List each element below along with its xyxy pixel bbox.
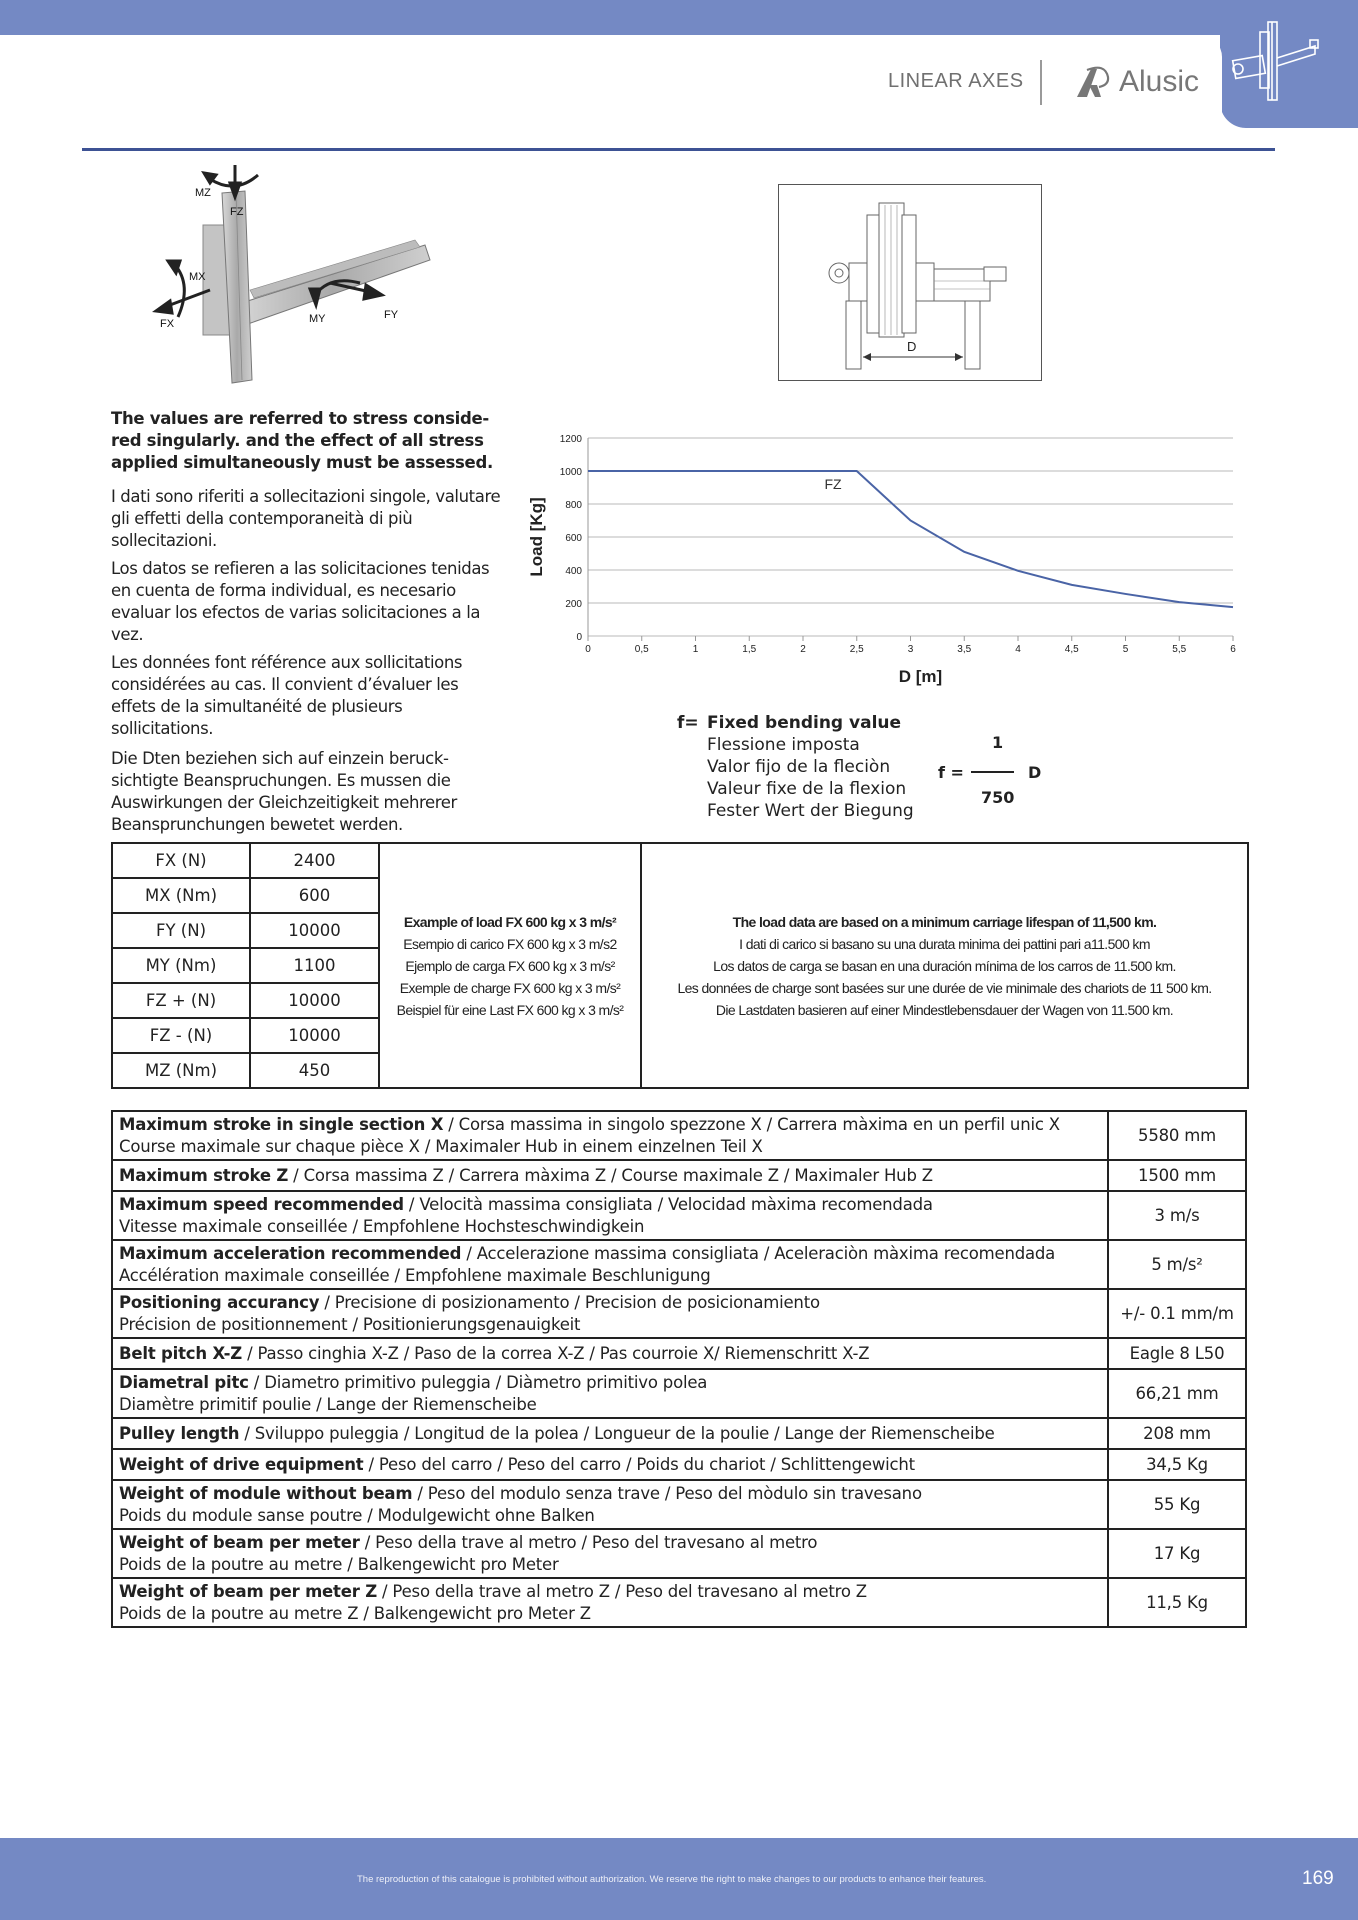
table-row (112, 1240, 1246, 1289)
label-fz: FZ (230, 206, 244, 218)
spec-description (112, 1529, 1108, 1578)
spec-title: Pulley length (119, 1423, 240, 1443)
load-label: FY (N) (112, 913, 250, 948)
copyright-note: The reproduction of this catalogue is prohibited without authorization. We reserve the right to make changes to our products to enhance their features. (357, 1874, 987, 1885)
intro-es: Los datos se refieren a las solicitaciones tenidas en cuenta de forma individual, es necesario evaluar los efectos de varias solicitaciones a la vez. (111, 559, 490, 644)
spec-title: Maximum acceleration recommended (119, 1243, 462, 1263)
footer-band (0, 1838, 1358, 1920)
y-tick-label: 0 (576, 632, 582, 643)
load-example-cell (379, 843, 641, 1088)
formula-numerator: 1 (992, 733, 1004, 752)
series-annotation: FZ (824, 476, 842, 493)
label-fy: FY (384, 309, 399, 321)
brand-name: Alusic (1119, 65, 1200, 98)
example-line: Ejemplo de carga FX 600 kg x 3 m/s² (405, 957, 615, 974)
x-tick-label: 4 (1015, 644, 1021, 655)
spec-translations-line2: Vitesse maximale conseillée / Empfohlene Hochsteschwindigkein (119, 1216, 645, 1236)
spec-value: 5580 mm (1108, 1111, 1246, 1160)
x-tick-label: 5 (1122, 644, 1129, 655)
lifespan-line: I dati di carico si basano su una durata minima dei pattini pari a11.500 km (739, 935, 1150, 952)
table-row (112, 1338, 1246, 1369)
table-row (112, 1111, 1246, 1160)
page-number: 169 (1302, 1868, 1334, 1889)
load-label: MZ (Nm) (112, 1053, 250, 1088)
spec-translations: / Peso del carro / Peso del carro / Poids du chariot / Schlittengewicht (363, 1454, 915, 1474)
spec-value: 66,21 mm (1108, 1369, 1246, 1418)
table-row (112, 843, 1248, 878)
load-value: 1100 (250, 948, 379, 983)
spec-description (112, 1480, 1108, 1529)
label-my: MY (309, 313, 326, 325)
y-tick-label: 800 (565, 500, 582, 511)
spec-description (112, 1578, 1108, 1627)
spec-value: 5 m/s² (1108, 1240, 1246, 1289)
table-row (112, 1418, 1246, 1449)
header-rule (82, 148, 1275, 151)
spec-value: 55 Kg (1108, 1480, 1246, 1529)
x-tick-label: 1,5 (742, 644, 757, 655)
spec-translations: / Corsa massima in singolo spezzone X / Carrera màxima en un perfil unic X (443, 1114, 1060, 1134)
spec-translations: / Velocità massima consigliata / Velocidad màxima recomendada (403, 1194, 933, 1214)
y-tick-label: 600 (565, 533, 582, 544)
lifespan-cell (641, 843, 1248, 1088)
table-row (112, 1289, 1246, 1338)
lifespan-line: Les données de charge sont basées sur une durée de vie minimale des chariots de 11 500 km. (677, 979, 1212, 996)
legend-symbol: f= (677, 713, 699, 733)
intro-it: I dati sono riferiti a sollecitazioni singole, valutare gli effetti della contemporaneità di più sollecitazioni. (111, 487, 501, 550)
x-tick-label: 3,5 (957, 644, 972, 655)
x-tick-label: 3 (907, 644, 914, 655)
spec-translations-line2: Poids de la poutre au metre Z / Balkengewicht pro Meter Z (119, 1603, 591, 1623)
series-line-fz (588, 471, 1233, 607)
distance-diagram (778, 184, 1042, 381)
spec-value: 3 m/s (1108, 1191, 1246, 1240)
intro-fr: Les données font référence aux sollicitations considérées au cas. Il convient d’évaluer les effets de la simultanéité de plusieurs sollicitations. (111, 653, 463, 738)
spec-title: Maximum stroke Z (119, 1165, 289, 1185)
spec-title: Maximum speed recommended (119, 1194, 404, 1214)
example-line: Exemple de charge FX 600 kg x 3 m/s² (399, 979, 621, 996)
spec-description (112, 1369, 1108, 1418)
spec-translations: / Passo cinghia X-Z / Paso de la correa X-Z / Pas courroie X/ Riemenschritt X-Z (242, 1343, 870, 1363)
table-row (112, 1369, 1246, 1418)
x-tick-label: 0,5 (634, 644, 649, 655)
x-tick-label: 2,5 (849, 644, 864, 655)
spec-description (112, 1240, 1108, 1289)
example-line: Example of load FX 600 kg x 3 m/s² (403, 913, 617, 930)
table-row (112, 1191, 1246, 1240)
y-tick-label: 1000 (559, 467, 582, 478)
fraction-bar (971, 771, 1014, 773)
bending-legend (677, 712, 914, 822)
specifications-table (111, 1110, 1247, 1628)
spec-title: Positioning accurancy (119, 1292, 320, 1312)
table-row (112, 1160, 1246, 1191)
legend-line: Fester Wert der Biegung (707, 801, 914, 821)
load-capacity-table (111, 842, 1249, 1089)
x-tick-label: 6 (1230, 644, 1236, 655)
y-tick-label: 1200 (559, 434, 582, 445)
spec-value: Eagle 8 L50 (1108, 1338, 1246, 1369)
load-value: 600 (250, 878, 379, 913)
section-label: LINEAR AXES (888, 70, 1024, 92)
load-label: FZ + (N) (112, 983, 250, 1018)
axes-force-diagram (150, 165, 440, 395)
load-label: FX (N) (112, 843, 250, 878)
spec-title: Weight of beam per meter (119, 1532, 360, 1552)
label-mz: MZ (195, 187, 211, 199)
formula-lhs: f = (938, 763, 964, 782)
spec-translations: / Peso della trave al metro / Peso del travesano al metro (359, 1532, 818, 1552)
formula-variable: D (1028, 763, 1042, 782)
spec-translations: / Precisione di posizionamento / Precision de posicionamiento (319, 1292, 820, 1312)
spec-value: 34,5 Kg (1108, 1449, 1246, 1480)
spec-description (112, 1418, 1108, 1449)
legend-line: Valor fijo de la fleciòn (707, 757, 891, 777)
lifespan-line: The load data are based on a minimum carriage lifespan of 11,500 km. (732, 913, 1157, 930)
spec-title: Maximum stroke in single section X (119, 1114, 444, 1134)
y-tick-label: 400 (565, 566, 582, 577)
label-d: D (907, 339, 917, 354)
load-value: 2400 (250, 843, 379, 878)
y-axis-label: Load [Kg] (527, 497, 546, 577)
spec-translations: / Peso della trave al metro Z / Peso del travesano al metro Z (376, 1581, 867, 1601)
spec-title: Weight of drive equipment (119, 1454, 364, 1474)
spec-translations-line2: Course maximale sur chaque pièce X / Maximaler Hub in einem einzelnen Teil X (119, 1136, 763, 1156)
legend-line: Fixed bending value (707, 713, 902, 733)
formula-denominator: 750 (981, 788, 1015, 807)
brand-logo (1075, 62, 1199, 102)
spec-description (112, 1449, 1108, 1480)
y-tick-label: 200 (565, 599, 582, 610)
load-label: MY (Nm) (112, 948, 250, 983)
spec-translations-line2: Précision de positionnement / Positionierungsgenauigkeit (119, 1314, 581, 1334)
spec-translations: / Corsa massima Z / Carrera màxima Z / Course maximale Z / Maximaler Hub Z (288, 1165, 933, 1185)
spec-title: Belt pitch X-Z (119, 1343, 243, 1363)
load-chart (520, 420, 1240, 700)
spec-translations-line2: Poids du module sanse poutre / Modulgewicht ohne Balken (119, 1505, 595, 1525)
section-icon-tab (1220, 0, 1358, 128)
table-row (112, 1529, 1246, 1578)
linear-axis-icon (1220, 0, 1358, 128)
spec-description (112, 1160, 1108, 1191)
load-label: FZ - (N) (112, 1018, 250, 1053)
intro-en: The values are referred to stress conside-red singularly. and the effect of all stress applied simultaneously must be assessed. (111, 409, 493, 472)
lifespan-line: Los datos de carga se basan en una duración mínima de los carros de 11.500 km. (713, 957, 1176, 974)
load-value: 450 (250, 1053, 379, 1088)
spec-value: 17 Kg (1108, 1529, 1246, 1578)
spec-title: Diametral pitc (119, 1372, 249, 1392)
legend-line: Flessione imposta (707, 735, 860, 755)
spec-translations-line2: Poids de la poutre au metre / Balkengewicht pro Meter (119, 1554, 559, 1574)
spec-translations: / Sviluppo puleggia / Longitud de la polea / Longueur de la poulie / Lange der Riemenscheibe (239, 1423, 995, 1443)
spec-translations-line2: Diamètre primitif poulie / Lange der Riemenscheibe (119, 1394, 537, 1414)
example-line: Esempio di carico FX 600 kg x 3 m/s2 (403, 935, 617, 952)
spec-value: 1500 mm (1108, 1160, 1246, 1191)
label-fx: FX (160, 318, 175, 330)
load-value: 10000 (250, 1018, 379, 1053)
x-tick-label: 0 (585, 644, 591, 655)
header-band (0, 0, 1358, 35)
spec-description (112, 1111, 1108, 1160)
table-row (112, 1578, 1246, 1627)
header-panel (0, 35, 1222, 130)
spec-translations-line2: Accélération maximale conseillée / Empfohlene maximale Beschlunigung (119, 1265, 711, 1285)
spec-value: 11,5 Kg (1108, 1578, 1246, 1627)
spec-title: Weight of module without beam (119, 1483, 413, 1503)
load-value: 10000 (250, 913, 379, 948)
x-tick-label: 4,5 (1064, 644, 1079, 655)
label-mx: MX (189, 271, 206, 283)
bending-formula (936, 730, 1056, 810)
header-divider (1040, 60, 1042, 105)
load-label: MX (Nm) (112, 878, 250, 913)
load-value: 10000 (250, 983, 379, 1018)
x-tick-label: 2 (800, 644, 806, 655)
spec-title: Weight of beam per meter Z (119, 1581, 377, 1601)
spec-value: 208 mm (1108, 1418, 1246, 1449)
spec-description (112, 1338, 1108, 1369)
spec-value: +/- 0.1 mm/m (1108, 1289, 1246, 1338)
x-tick-label: 1 (692, 644, 699, 655)
x-axis-label: D [m] (898, 667, 943, 686)
alusic-logo-icon (1075, 65, 1111, 99)
intro-de: Die Dten beziehen sich auf einzein beruck-sichtigte Beanspruchungen. Es mussen die Auswirkungen der Gleichzeitigkeit mehrerer Beansprunchungen bewetet werden. (111, 749, 457, 834)
spec-description (112, 1191, 1108, 1240)
x-tick-label: 5,5 (1172, 644, 1187, 655)
example-line: Beispiel für eine Last FX 600 kg x 3 m/s² (396, 1001, 624, 1018)
spec-translations: / Accelerazione massima consigliata / Aceleraciòn màxima recomendada (461, 1243, 1056, 1263)
legend-line: Valeur fixe de la flexion (707, 779, 907, 799)
table-row (112, 1480, 1246, 1529)
lifespan-line: Die Lastdaten basieren auf einer Mindestlebensdauer der Wagen von 11.500 km. (715, 1001, 1174, 1018)
intro-text (111, 408, 501, 842)
spec-description (112, 1289, 1108, 1338)
table-row (112, 1449, 1246, 1480)
spec-translations: / Peso del modulo senza trave / Peso del mòdulo sin travesano (412, 1483, 922, 1503)
spec-translations: / Diametro primitivo puleggia / Diàmetro primitivo polea (248, 1372, 708, 1392)
